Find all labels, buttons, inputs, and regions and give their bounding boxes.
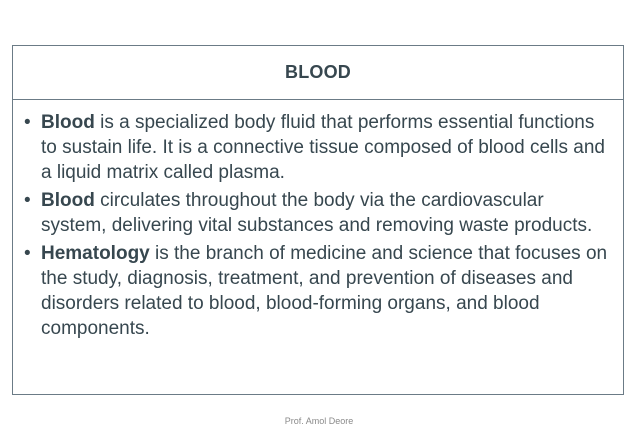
bullet-item bbox=[23, 241, 609, 341]
bullet-item bbox=[23, 188, 609, 238]
bullet-term: Blood bbox=[41, 112, 95, 133]
bullet-text: is the branch of medicine and science that focuses on the study, diagnosis, treatment, and prevention of diseases and disorders related to blood, blood-forming organs, and blood components. bbox=[41, 243, 608, 339]
footer-author: Prof. Amol Deore bbox=[284, 416, 354, 426]
bullet-term: Hematology bbox=[41, 243, 150, 264]
slide-frame bbox=[12, 45, 624, 395]
bullet-dot-icon: • bbox=[24, 190, 31, 211]
title-box bbox=[13, 46, 623, 100]
bullet-dot-icon: • bbox=[24, 112, 31, 133]
bullet-text: is a specialized body fluid that performs essential functions to sustain life. It is a connective tissue composed of blood cells and a liquid matrix called plasma. bbox=[41, 112, 605, 183]
bullet-text: circulates throughout the body via the cardiovascular system, delivering vital substances and removing waste products. bbox=[41, 190, 593, 236]
bullet-item bbox=[23, 110, 609, 185]
slide-title: BLOOD bbox=[285, 62, 351, 82]
bullet-term: Blood bbox=[41, 190, 95, 211]
bullet-list bbox=[13, 102, 623, 344]
bullet-dot-icon: • bbox=[24, 243, 31, 264]
